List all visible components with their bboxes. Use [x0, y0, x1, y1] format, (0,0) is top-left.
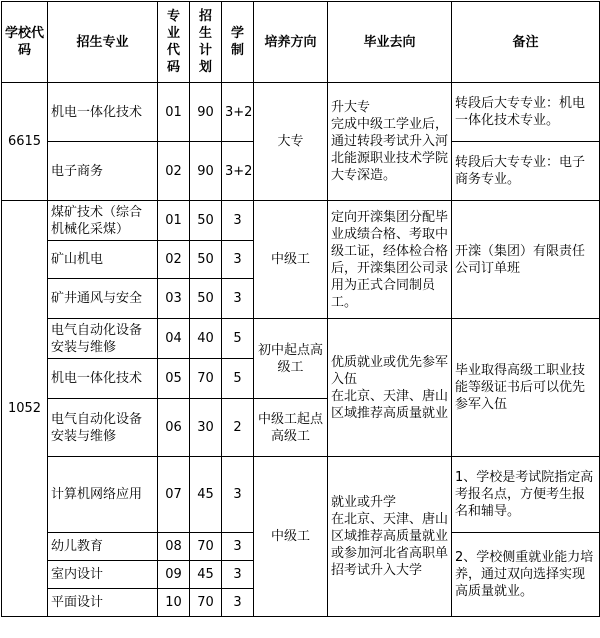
code-cell: 07: [158, 457, 190, 533]
years-cell: 3: [222, 589, 254, 617]
years-cell: 3: [222, 279, 254, 319]
major-cell: 室内设计: [48, 561, 158, 589]
years-cell: 3: [222, 201, 254, 241]
code-cell: 06: [158, 399, 190, 457]
major-cell: 电气自动化设备安装与维修: [48, 399, 158, 457]
enrollment-table: [1, 1, 600, 617]
direction-cell: 大专: [254, 83, 328, 201]
direction-cell: 中级工起点高级工: [254, 399, 328, 457]
code-cell: 01: [158, 201, 190, 241]
table-row: [2, 83, 600, 142]
years-cell: 3: [222, 457, 254, 533]
header-years: 学制: [222, 2, 254, 83]
code-cell: 01: [158, 83, 190, 142]
remark-cell: 转段后大专专业：电子商务专业。: [452, 142, 600, 201]
remark-cell: 2、学校侧重就业能力培养，通过双向选择实现高质量就业。: [452, 533, 600, 617]
header-remarks: 备注: [452, 2, 600, 83]
major-cell: 平面设计: [48, 589, 158, 617]
header-row: [2, 2, 600, 83]
plan-cell: 40: [190, 319, 222, 359]
major-cell: 机电一体化技术: [48, 359, 158, 399]
destination-cell: 升大专 完成中级工学业后，通过转段考试升入河北能源职业技术学院大专深造。: [328, 83, 452, 201]
years-cell: 3: [222, 241, 254, 279]
years-cell: 3: [222, 561, 254, 589]
plan-cell: 30: [190, 399, 222, 457]
remark-cell: 转段后大专专业：机电一体化技术专业。: [452, 83, 600, 142]
header-major: 招生专业: [48, 2, 158, 83]
major-cell: 电子商务: [48, 142, 158, 201]
major-cell: 矿山机电: [48, 241, 158, 279]
years-cell: 3+2: [222, 83, 254, 142]
direction-cell: 初中起点高级工: [254, 319, 328, 399]
plan-cell: 50: [190, 279, 222, 319]
table-row: [2, 457, 600, 533]
major-cell: 电气自动化设备安装与维修: [48, 319, 158, 359]
header-plan: 招生计划: [190, 2, 222, 83]
years-cell: 3+2: [222, 142, 254, 201]
years-cell: 5: [222, 319, 254, 359]
table-row: [2, 319, 600, 359]
table-row: [2, 201, 600, 241]
major-cell: 幼儿教育: [48, 533, 158, 561]
code-cell: 08: [158, 533, 190, 561]
code-cell: 02: [158, 142, 190, 201]
major-cell: 矿井通风与安全: [48, 279, 158, 319]
remark-cell: 毕业取得高级工职业技能等级证书后可以优先参军入伍: [452, 319, 600, 457]
header-school-code: 学校代码: [2, 2, 48, 83]
plan-cell: 70: [190, 533, 222, 561]
remark-cell: 开滦（集团）有限责任公司订单班: [452, 201, 600, 319]
plan-cell: 70: [190, 359, 222, 399]
code-cell: 05: [158, 359, 190, 399]
direction-cell: 中级工: [254, 457, 328, 617]
code-cell: 02: [158, 241, 190, 279]
plan-cell: 45: [190, 561, 222, 589]
major-cell: 机电一体化技术: [48, 83, 158, 142]
header-major-code: 专业代码: [158, 2, 190, 83]
destination-cell: 就业或升学 在北京、天津、唐山区域推荐高质量就业或参加河北省高职单招考试升入大学: [328, 457, 452, 617]
major-cell: 计算机网络应用: [48, 457, 158, 533]
plan-cell: 90: [190, 142, 222, 201]
years-cell: 2: [222, 399, 254, 457]
header-destination: 毕业去向: [328, 2, 452, 83]
plan-cell: 90: [190, 83, 222, 142]
code-cell: 10: [158, 589, 190, 617]
plan-cell: 50: [190, 241, 222, 279]
destination-cell: 优质就业或优先参军入伍 在北京、天津、唐山区域推荐高质量就业: [328, 319, 452, 457]
plan-cell: 70: [190, 589, 222, 617]
school-code-cell: 6615: [2, 83, 48, 201]
direction-cell: 中级工: [254, 201, 328, 319]
destination-cell: 定向开滦集团分配毕业成绩合格、考取中级工证，经体检合格后，开滦集团公司录用为正式合同制员工。: [328, 201, 452, 319]
years-cell: 5: [222, 359, 254, 399]
header-direction: 培养方向: [254, 2, 328, 83]
school-code-cell: 1052: [2, 201, 48, 617]
years-cell: 3: [222, 533, 254, 561]
code-cell: 03: [158, 279, 190, 319]
plan-cell: 50: [190, 201, 222, 241]
code-cell: 09: [158, 561, 190, 589]
major-cell: 煤矿技术（综合机械化采煤）: [48, 201, 158, 241]
plan-cell: 45: [190, 457, 222, 533]
remark-cell: 1、学校是考试院指定高考报名点，方便考生报名和辅导。: [452, 457, 600, 533]
code-cell: 04: [158, 319, 190, 359]
